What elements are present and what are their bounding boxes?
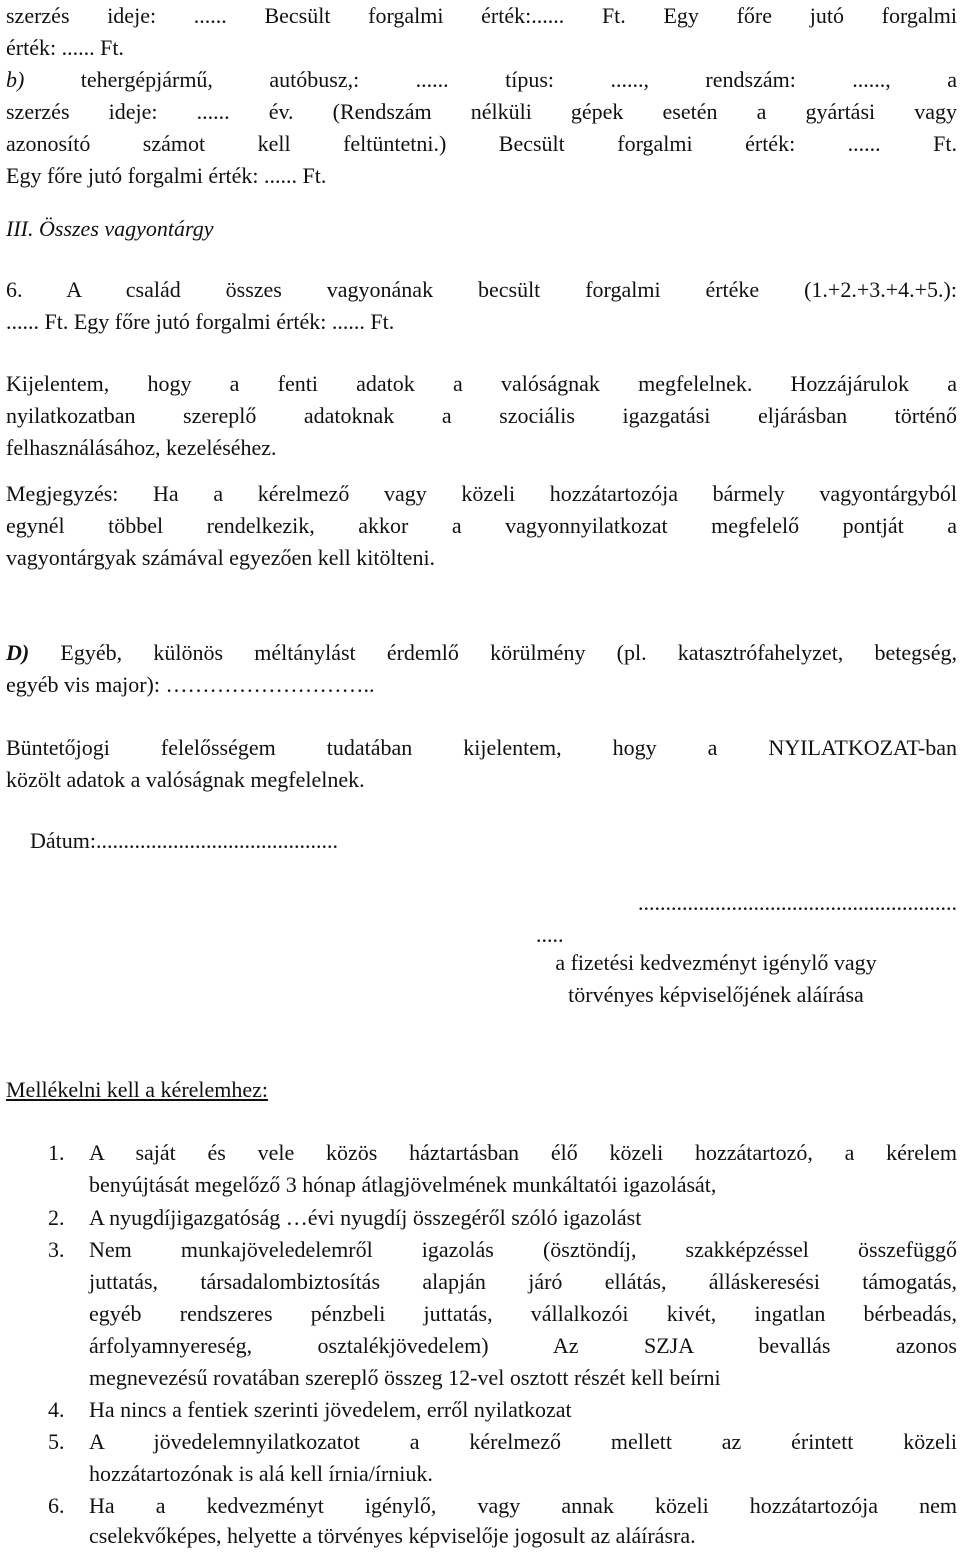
list-number: 4. [48,1397,65,1422]
criminal-line: Büntetőjogi felelősségem tudatában kijelentem, hogy a NYILATKOZAT-ban [6,735,957,760]
list-text: Ha a kedvezményt igénylő, vagy annak közeli hozzátartozója nem [89,1493,957,1518]
list-text: A nyugdíjigazgatóság …évi nyugdíj összegéről szóló igazolást [89,1205,642,1230]
text-line: érték: ...... Ft. [6,35,124,60]
text-line: azonosító számot kell feltüntetni.) Becsült forgalmi érték: ...... Ft. [6,131,957,156]
signature-dots: ..... [536,922,564,947]
list-text: árfolyamnyereség, osztalékjövedelem) Az SZJA bevallás azonos [89,1333,957,1358]
section-iii-heading: III. Összes vagyontárgy [6,216,214,241]
text-line: Egy főre jutó forgalmi érték: ...... Ft. [6,163,327,188]
criminal-line: közölt adatok a valóságnak megfelelnek. [6,767,365,792]
list-text: cselekvőképes, helyette a törvényes képviselője jogosult az aláírásra. [89,1523,696,1548]
list-number: 5. [48,1429,65,1454]
item-b-marker: b) [6,67,25,92]
item-b-text: tehergépjármű, autóbusz,: ...... típus: ......, rendszám: ......, a [24,67,957,92]
list-number: 3. [48,1237,65,1262]
list-number: 6. [48,1493,65,1518]
section-d-marker: D) [6,640,30,665]
signature-dots: .......................................................... [638,890,957,915]
section-d-text: Egyéb, különös méltánylást érdemlő körülmény (pl. katasztrófahelyzet, betegség, [29,640,957,665]
signature-caption: a fizetési kedvezményt igénylő vagy [555,950,877,975]
list-text: juttatás, társadalombiztosítás alapján járó ellátás, álláskeresési támogatás, [89,1269,957,1294]
declaration-line: nyilatkozatban szereplő adatoknak a szociális igazgatási eljárásban történő [6,403,957,428]
note-line: vagyontárgyak számával egyezően kell kitölteni. [6,545,436,570]
list-text: Nem munkajöveledelemről igazolás (ösztöndíj, szakképzéssel összefüggő [89,1237,957,1262]
list-number: 1. [48,1140,65,1165]
list-text: A jövedelemnyilatkozatot a kérelmező mellett az érintett közeli [89,1429,957,1454]
declaration-line: felhasználásához, kezeléséhez. [6,435,277,460]
section-d-line [6,637,957,669]
text-line: szerzés ideje: ...... Becsült forgalmi érték:...... Ft. Egy főre jutó forgalmi [6,3,957,28]
list-text: megnevezésű rovatában szereplő összeg 12-vel osztott részét kell beírni [89,1365,721,1390]
list-text: hozzátartozónak is alá kell írnia/írniuk. [89,1461,433,1486]
item-b-line [6,64,957,96]
list-number: 2. [48,1205,65,1230]
list-text: egyéb rendszeres pénzbeli juttatás, vállalkozói kivét, ingatlan bérbeadás, [89,1301,957,1326]
note-line: Megjegyzés: Ha a kérelmező vagy közeli hozzátartozója bármely vagyontárgyból [6,481,957,506]
date-field: Dátum:............................................ [30,828,338,853]
attachments-heading: Mellékelni kell a kérelemhez: [6,1077,269,1102]
list-text: A saját és vele közös háztartásban élő közeli hozzátartozó, a kérelem [89,1140,957,1165]
item6-line: 6. A család összes vagyonának becsült forgalmi értéke (1.+2.+3.+4.+5.): [6,277,957,302]
note-line: egynél többel rendelkezik, akkor a vagyonnyilatkozat megfelelő pontját a [6,513,957,538]
signature-caption: törvényes képviselőjének aláírása [568,982,864,1007]
list-text: Ha nincs a fentiek szerinti jövedelem, erről nyilatkozat [89,1397,572,1422]
declaration-line: Kijelentem, hogy a fenti adatok a valóságnak megfelelnek. Hozzájárulok a [6,371,957,396]
list-text: benyújtását megelőző 3 hónap átlagjövelmének munkáltatói igazolását, [89,1172,717,1197]
item6-line: ...... Ft. Egy főre jutó forgalmi érték: ...... Ft. [6,309,395,334]
section-d-line2: egyéb vis major): ……………………….. [6,672,375,697]
text-line: szerzés ideje: ...... év. (Rendszám nélküli gépek esetén a gyártási vagy [6,99,957,124]
